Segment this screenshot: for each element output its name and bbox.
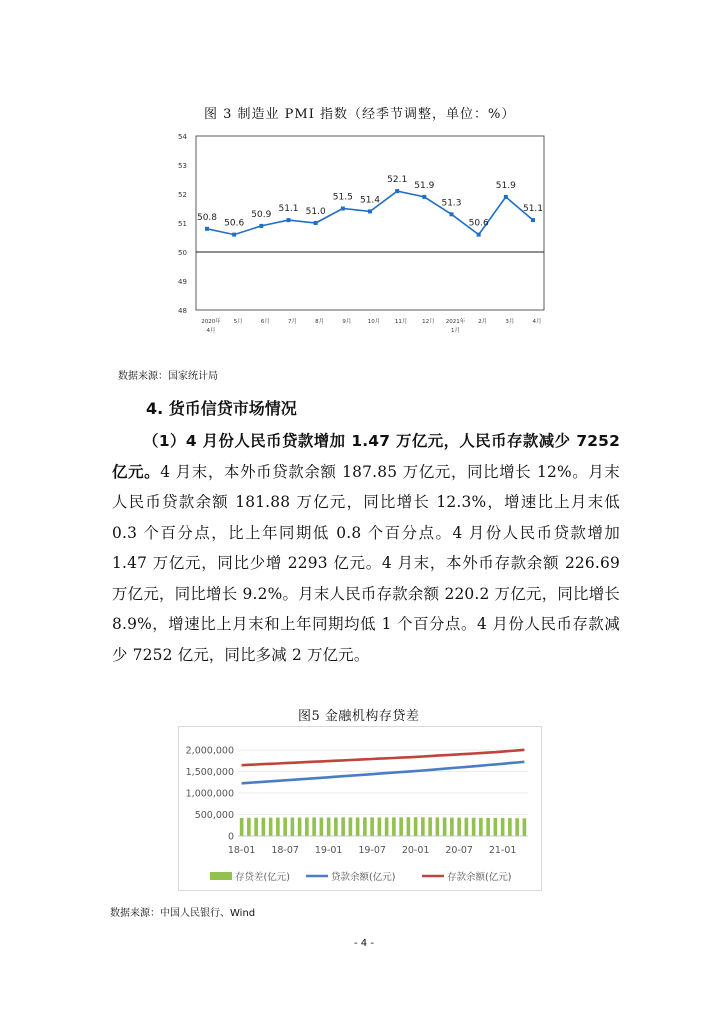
gap-bar xyxy=(370,817,374,836)
x-tick-label: 20-07 xyxy=(445,845,473,856)
gap-bar xyxy=(305,818,309,836)
data-point xyxy=(504,195,508,199)
gap-bar xyxy=(523,818,527,836)
gap-bar xyxy=(407,817,411,836)
legend-label: 存款余额(亿元) xyxy=(447,872,512,883)
y-tick-label: 1,000,000 xyxy=(185,788,234,800)
y-tick-label: 48 xyxy=(178,307,187,315)
gap-bar xyxy=(291,818,295,836)
data-label: 51.9 xyxy=(414,180,435,191)
gap-bar xyxy=(479,818,483,836)
data-label: 50.6 xyxy=(224,218,245,229)
x-tick-label: 9月 xyxy=(342,319,352,325)
gap-bar xyxy=(515,818,519,836)
legend-swatch-bar xyxy=(210,872,232,880)
gap-bar xyxy=(312,817,316,836)
data-label: 51.3 xyxy=(441,198,462,209)
data-label: 50.9 xyxy=(251,209,272,220)
data-point xyxy=(287,218,291,222)
y-tick-label: 2,000,000 xyxy=(185,745,234,757)
gap-bar xyxy=(501,818,505,836)
figure3-source: 数据来源：国家统计局 xyxy=(118,371,218,382)
gap-bar xyxy=(494,818,498,836)
data-point xyxy=(232,233,236,237)
gap-bar xyxy=(283,818,287,836)
x-tick-label: 7月 xyxy=(288,319,297,325)
x-tick-label: 19-07 xyxy=(358,845,386,856)
x-tick-label: 20-01 xyxy=(401,845,430,856)
gap-bar xyxy=(465,818,469,836)
data-label: 51.5 xyxy=(332,192,353,203)
gap-bar xyxy=(349,817,353,836)
x-tick-label: 18-07 xyxy=(271,845,299,856)
gap-bar xyxy=(254,818,258,836)
y-tick-label: 51 xyxy=(178,220,187,228)
figure5-title: 图5 金融机构存贷差 xyxy=(298,709,420,724)
gap-bar xyxy=(262,818,266,836)
y-tick-label: 54 xyxy=(178,133,187,141)
gap-bar xyxy=(334,817,338,836)
y-tick-label: 50 xyxy=(178,249,187,257)
x-tick-label: 5月 xyxy=(233,319,243,325)
gap-bar xyxy=(414,817,418,836)
x-tick-label: 12月 xyxy=(422,319,435,325)
gap-bar xyxy=(392,817,396,836)
gap-bar xyxy=(247,818,251,836)
y-tick-label: 1,500,000 xyxy=(185,767,234,778)
data-point xyxy=(395,189,399,193)
body-paragraph xyxy=(112,426,620,670)
data-point xyxy=(531,218,535,222)
figure5-source: 数据来源：中国人民银行、Wind xyxy=(110,908,256,919)
data-label: 51.4 xyxy=(359,195,381,206)
x-tick-label: 19-01 xyxy=(314,845,343,856)
data-label: 51.1 xyxy=(522,204,544,215)
x-tick-label-second-line: 1月 xyxy=(451,328,460,334)
x-tick-label: 8月 xyxy=(315,319,325,325)
x-tick-label: 4月 xyxy=(532,319,542,325)
gap-bar xyxy=(421,817,425,836)
data-label: 50.6 xyxy=(468,218,489,229)
data-point xyxy=(205,227,209,231)
gap-bar xyxy=(276,818,280,836)
x-tick-label-second-line: 4月 xyxy=(206,328,216,334)
x-tick-label: 2021年 xyxy=(445,319,466,325)
figure3-title: 图 3 制造业 PMI 指数（经季节调整，单位：%） xyxy=(204,107,516,122)
figure3-line-chart xyxy=(160,124,560,352)
figure5-combo-chart xyxy=(178,726,542,891)
x-tick-label: 11月 xyxy=(394,319,408,325)
y-tick-label: 0 xyxy=(227,831,234,843)
data-point xyxy=(368,209,372,213)
x-tick-label: 10月 xyxy=(367,319,381,325)
y-tick-label: 49 xyxy=(178,278,187,286)
gap-bar xyxy=(327,818,331,836)
gap-bar xyxy=(240,818,244,836)
gap-bar xyxy=(341,817,345,836)
data-label: 52.1 xyxy=(387,175,408,186)
paragraph-lead: （1）4 月份人民币贷款增加 1.47 万亿元，人民币存款减少 7252 亿元。 xyxy=(112,432,620,481)
gap-bar xyxy=(443,818,447,836)
plot-frame xyxy=(196,136,544,310)
gap-bar xyxy=(450,818,454,836)
section-heading: 4. 货币信贷市场情况 xyxy=(146,399,297,418)
y-tick-label: 53 xyxy=(178,162,187,170)
data-label: 51.1 xyxy=(278,204,299,215)
gap-bar xyxy=(508,818,512,836)
gap-bar xyxy=(428,817,432,836)
legend-label: 存贷差(亿元) xyxy=(235,872,290,883)
gap-bar xyxy=(472,818,476,836)
gap-bar xyxy=(378,817,382,836)
legend-label: 贷款余额(亿元) xyxy=(331,872,396,883)
gap-bar xyxy=(269,818,273,836)
data-point xyxy=(341,207,345,211)
data-label: 51.0 xyxy=(305,207,326,217)
gap-bar xyxy=(298,818,302,836)
x-tick-label: 3月 xyxy=(505,319,515,325)
data-point xyxy=(477,233,481,237)
gap-bar xyxy=(399,817,403,836)
gap-bar xyxy=(320,817,324,836)
x-tick-label: 18-01 xyxy=(227,845,256,856)
gap-bar xyxy=(457,818,461,836)
paragraph-body: 4 月末，本外币贷款余额 187.85 万亿元，同比增长 12%。月末人民币贷款余额 181.88 万亿元，同比增长 12.3%，增速比上月末低 0.3 个百分点，比上年同期低 0.8 个百分点。4 月份人民币贷款增加 1.47 万亿元，同比少增 2293 亿元。4 月末，本外币存款余额 226.69 万亿元，同比增长 9.2%。月末人民币存款余额 220.2 万亿元，同比增长 8.9%，增速比上月末和上年同期均低 1 个百分点。4 月份人民币存款减少 7252 亿元，同比多减 2 万亿元。 xyxy=(112,462,620,664)
gap-bar xyxy=(356,817,360,836)
data-point xyxy=(450,212,454,216)
x-tick-label: 2020年 xyxy=(201,319,221,325)
gap-bar xyxy=(363,817,367,836)
x-tick-label: 6月 xyxy=(260,319,270,325)
gap-bar xyxy=(436,817,440,836)
gap-bar xyxy=(385,817,389,836)
data-point xyxy=(314,221,318,225)
gap-bar xyxy=(486,818,490,836)
data-point xyxy=(259,224,263,228)
data-point xyxy=(422,195,426,199)
data-label: 51.9 xyxy=(495,180,516,191)
x-tick-label: 21-01 xyxy=(488,845,517,856)
y-tick-label: 500,000 xyxy=(194,810,234,821)
y-tick-label: 52 xyxy=(178,191,187,199)
data-label: 50.8 xyxy=(196,212,218,223)
x-tick-label: 2月 xyxy=(478,319,488,325)
page-number: - 4 - xyxy=(354,938,374,949)
